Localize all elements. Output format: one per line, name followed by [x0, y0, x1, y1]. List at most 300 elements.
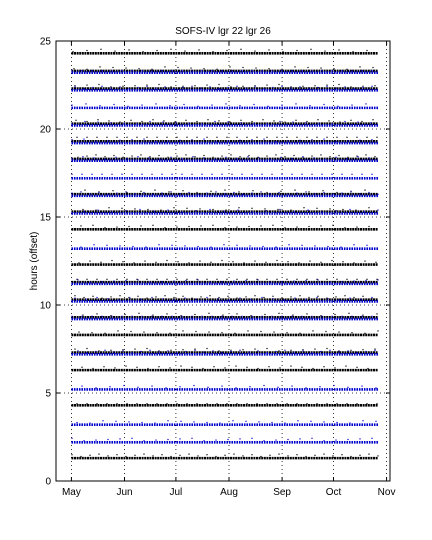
data-point [101, 281, 102, 282]
data-point [261, 316, 262, 317]
data-point [184, 51, 185, 52]
data-point [156, 50, 157, 51]
data-point [83, 139, 84, 140]
data-point [323, 366, 324, 367]
data-point [272, 298, 273, 299]
data-point [278, 192, 279, 193]
data-point [359, 66, 360, 67]
data-point [179, 455, 180, 456]
data-point [106, 245, 107, 246]
data-point [124, 314, 125, 315]
data-point [239, 140, 240, 141]
data-point [191, 438, 192, 439]
data-point [362, 315, 363, 316]
data-point [91, 174, 92, 175]
data-point [115, 157, 116, 158]
data-point [146, 86, 147, 87]
data-point [266, 279, 267, 280]
data-point [164, 227, 165, 228]
data-point [238, 207, 239, 208]
data-point [306, 403, 307, 404]
data-point [269, 282, 270, 283]
data-point [281, 281, 282, 282]
data-point [283, 299, 284, 300]
data-point [104, 350, 105, 351]
data-point [151, 70, 152, 71]
data-point [141, 316, 142, 317]
data-point [221, 156, 222, 157]
data-point [257, 350, 258, 351]
data-point [242, 455, 243, 456]
data-point [171, 245, 172, 246]
data-point [194, 85, 195, 86]
data-point [362, 296, 363, 297]
data-point [312, 330, 313, 331]
data-point [362, 349, 363, 350]
data-point [75, 120, 76, 121]
data-point [339, 122, 340, 123]
data-series [71, 49, 378, 458]
data-point [136, 367, 137, 368]
data-point [251, 454, 252, 455]
data-point [278, 84, 279, 85]
data-point [307, 210, 308, 211]
data-point [191, 174, 192, 175]
data-point [351, 70, 352, 71]
data-point [97, 210, 98, 211]
data-point [110, 350, 111, 351]
data-point [71, 454, 72, 455]
data-point [317, 296, 318, 297]
data-point [280, 157, 281, 158]
data-point [251, 211, 252, 212]
data-point [165, 387, 166, 388]
data-point [210, 262, 211, 263]
data-point [151, 386, 152, 387]
x-tick-label: Aug [220, 487, 238, 498]
data-point [371, 139, 372, 140]
data-point [170, 456, 171, 457]
data-point [353, 244, 354, 245]
data-point [146, 279, 147, 280]
data-point [312, 368, 313, 369]
data-point [152, 194, 153, 195]
data-point [263, 385, 264, 386]
data-point [245, 296, 246, 297]
data-point [217, 298, 218, 299]
data-point [356, 403, 357, 404]
data-point [76, 137, 77, 138]
data-point [263, 440, 264, 441]
data-point [335, 210, 336, 211]
data-point [325, 331, 326, 332]
data-point [233, 454, 234, 455]
data-point [181, 174, 182, 175]
data-point [351, 174, 352, 175]
data-point [247, 156, 248, 157]
data-point [156, 137, 157, 138]
data-point [128, 88, 129, 89]
data-point [219, 423, 220, 424]
y-tick-label: 0 [45, 476, 51, 488]
data-point [290, 88, 291, 89]
data-point [160, 210, 161, 211]
data-point [198, 49, 199, 50]
data-point [92, 225, 93, 226]
data-point [331, 260, 332, 261]
data-point [161, 281, 162, 282]
data-point [342, 209, 343, 210]
data-point [86, 352, 87, 353]
data-point [98, 350, 99, 351]
data-point [306, 313, 307, 314]
data-point [212, 225, 213, 226]
data-point [291, 386, 292, 387]
data-point [77, 279, 78, 280]
data-point [321, 174, 322, 175]
data-point [279, 367, 280, 368]
data-point [83, 211, 84, 212]
data-point [212, 157, 213, 158]
data-point [140, 191, 141, 192]
data-point [97, 119, 98, 120]
data-point [149, 282, 150, 283]
data-point [338, 49, 339, 50]
data-point [118, 299, 119, 300]
data-point [215, 440, 216, 441]
data-point [216, 279, 217, 280]
data-point [142, 51, 143, 52]
data-point [218, 297, 219, 298]
data-point [361, 174, 362, 175]
data-point [335, 157, 336, 158]
data-point [181, 70, 182, 71]
data-point [251, 139, 252, 140]
data-point [196, 137, 197, 138]
data-point [323, 192, 324, 193]
data-point [163, 120, 164, 121]
data-point [337, 106, 338, 107]
data-point [238, 191, 239, 192]
data-point [119, 86, 120, 87]
data-point [265, 210, 266, 211]
data-point [323, 421, 324, 422]
data-point [291, 70, 292, 71]
data-point [97, 122, 98, 123]
data-point [253, 123, 254, 124]
data-point [180, 421, 181, 422]
data-point [226, 279, 227, 280]
data-point [305, 191, 306, 192]
data-point [366, 50, 367, 51]
data-point [143, 332, 144, 333]
data-point [113, 352, 114, 353]
data-point [311, 70, 312, 71]
data-point [332, 455, 333, 456]
data-point [263, 139, 264, 140]
data-point [149, 121, 150, 122]
data-point [242, 86, 243, 87]
data-point [295, 120, 296, 121]
data-point [314, 245, 315, 246]
data-point [188, 454, 189, 455]
data-point [186, 137, 187, 138]
data-point [251, 174, 252, 175]
data-point [246, 279, 247, 280]
data-point [254, 349, 255, 350]
data-point [371, 70, 372, 71]
data-point [213, 366, 214, 367]
data-point [147, 209, 148, 210]
data-point [296, 193, 297, 194]
data-point [227, 439, 228, 440]
data-point [316, 137, 317, 138]
data-point [236, 86, 237, 87]
data-point [104, 227, 105, 228]
data-point [329, 156, 330, 157]
data-point [248, 155, 249, 156]
data-point [89, 193, 90, 194]
data-point [224, 367, 225, 368]
data-point [302, 156, 303, 157]
data-point [209, 295, 210, 296]
data-point [203, 155, 204, 156]
data-point [211, 174, 212, 175]
data-point [182, 86, 183, 87]
data-point [214, 121, 215, 122]
data-point [132, 246, 133, 247]
data-point [320, 68, 321, 69]
data-point [229, 66, 230, 67]
data-point [121, 70, 122, 71]
data-point [364, 333, 365, 334]
data-point [173, 207, 174, 208]
data-point [188, 226, 189, 227]
data-point [140, 154, 141, 155]
data-point [110, 122, 111, 123]
data-point [254, 86, 255, 87]
data-point [286, 137, 287, 138]
data-point [323, 139, 324, 140]
data-point [306, 279, 307, 280]
data-point [194, 314, 195, 315]
data-point [182, 330, 183, 331]
data-point [176, 137, 177, 138]
data-point [223, 244, 224, 245]
data-point [173, 281, 174, 282]
data-point [167, 420, 168, 421]
data-point [166, 279, 167, 280]
data-point [206, 137, 207, 138]
data-point [119, 295, 120, 296]
data-point [298, 262, 299, 263]
data-point [331, 123, 332, 124]
data-point [155, 440, 156, 441]
data-point [376, 137, 377, 138]
data-point [377, 210, 378, 211]
data-point [307, 67, 308, 68]
data-point [239, 438, 240, 439]
data-point [242, 194, 243, 195]
data-point [197, 106, 198, 107]
data-point [214, 159, 215, 160]
data-point [170, 157, 171, 158]
data-point [314, 455, 315, 456]
data-point [284, 122, 285, 123]
data-point [276, 279, 277, 280]
data-point [372, 119, 373, 120]
data-point [256, 403, 257, 404]
data-point [86, 279, 87, 280]
data-point [344, 295, 345, 296]
data-point [377, 330, 378, 331]
data-point [212, 350, 213, 351]
data-point [127, 106, 128, 107]
data-point [126, 158, 127, 159]
data-point [331, 174, 332, 175]
data-point [350, 191, 351, 192]
data-point [129, 298, 130, 299]
data-point [309, 261, 310, 262]
data-point [221, 386, 222, 387]
data-point [195, 210, 196, 211]
data-point [104, 333, 105, 334]
data-point [158, 366, 159, 367]
data-point [364, 261, 365, 262]
data-point [173, 88, 174, 89]
data-point [284, 156, 285, 157]
data-point [302, 350, 303, 351]
data-point [302, 349, 303, 350]
data-point [266, 352, 267, 353]
data-point [123, 385, 124, 386]
axes [40, 37, 396, 499]
data-point [233, 192, 234, 193]
data-point [201, 70, 202, 71]
data-point [227, 87, 228, 88]
data-point [74, 85, 75, 86]
data-point [110, 86, 111, 87]
data-point [111, 260, 112, 261]
data-point [265, 262, 266, 263]
data-point [92, 368, 93, 369]
data-point [273, 120, 274, 121]
data-point [191, 86, 192, 87]
data-point [359, 455, 360, 456]
data-point [74, 298, 75, 299]
data-point [136, 123, 137, 124]
data-point [303, 207, 304, 208]
data-point [128, 421, 129, 422]
data-point [98, 192, 99, 193]
data-point [342, 261, 343, 262]
data-point [230, 154, 231, 155]
data-point [211, 316, 212, 317]
data-point [290, 366, 291, 367]
data-point [262, 119, 263, 120]
data-point [91, 332, 92, 333]
data-point [194, 349, 195, 350]
data-point [107, 439, 108, 440]
data-point [317, 119, 318, 120]
data-point [326, 348, 327, 349]
data-point [167, 439, 168, 440]
data-point [346, 137, 347, 138]
data-point [146, 298, 147, 299]
data-point [136, 403, 137, 404]
data-point [170, 49, 171, 50]
data-point [308, 297, 309, 298]
data-point [372, 67, 373, 68]
data-point [301, 245, 302, 246]
data-point [223, 211, 224, 212]
y-tick-label: 15 [39, 212, 51, 224]
data-point [294, 66, 295, 67]
data-point [82, 315, 83, 316]
data-point [169, 367, 170, 368]
data-point [184, 245, 185, 246]
data-point [273, 332, 274, 333]
data-point [347, 387, 348, 388]
data-point [210, 191, 211, 192]
data-point [268, 68, 269, 69]
data-point [84, 190, 85, 191]
data-point [242, 67, 243, 68]
data-point [266, 156, 267, 157]
data-point [185, 154, 186, 155]
data-point [296, 227, 297, 228]
data-point [110, 88, 111, 89]
data-point [72, 51, 73, 52]
data-point [239, 298, 240, 299]
data-point [138, 313, 139, 314]
data-point [362, 86, 363, 87]
data-point [77, 350, 78, 351]
data-point [297, 420, 298, 421]
data-point [176, 227, 177, 228]
data-point [275, 141, 276, 142]
data-point [275, 351, 276, 352]
data-point [140, 351, 141, 352]
data-point [237, 210, 238, 211]
data-point [243, 262, 244, 263]
data-point [119, 438, 120, 439]
data-point [139, 209, 140, 210]
data-point [331, 316, 332, 317]
data-point [126, 137, 127, 138]
data-point [107, 194, 108, 195]
data-point [271, 70, 272, 71]
data-point [71, 139, 72, 140]
data-point [280, 191, 281, 192]
data-point [254, 85, 255, 86]
data-point [183, 104, 184, 105]
data-point [86, 403, 87, 404]
data-point [287, 194, 288, 195]
data-point [83, 88, 84, 89]
data-point [235, 366, 236, 367]
data-point [179, 193, 180, 194]
data-point [239, 105, 240, 106]
data-point [119, 245, 120, 246]
data-point [255, 68, 256, 69]
data-point [314, 85, 315, 86]
data-point [122, 261, 123, 262]
data-point [96, 297, 97, 298]
data-point [191, 367, 192, 368]
data-point [146, 137, 147, 138]
data-point [137, 87, 138, 88]
